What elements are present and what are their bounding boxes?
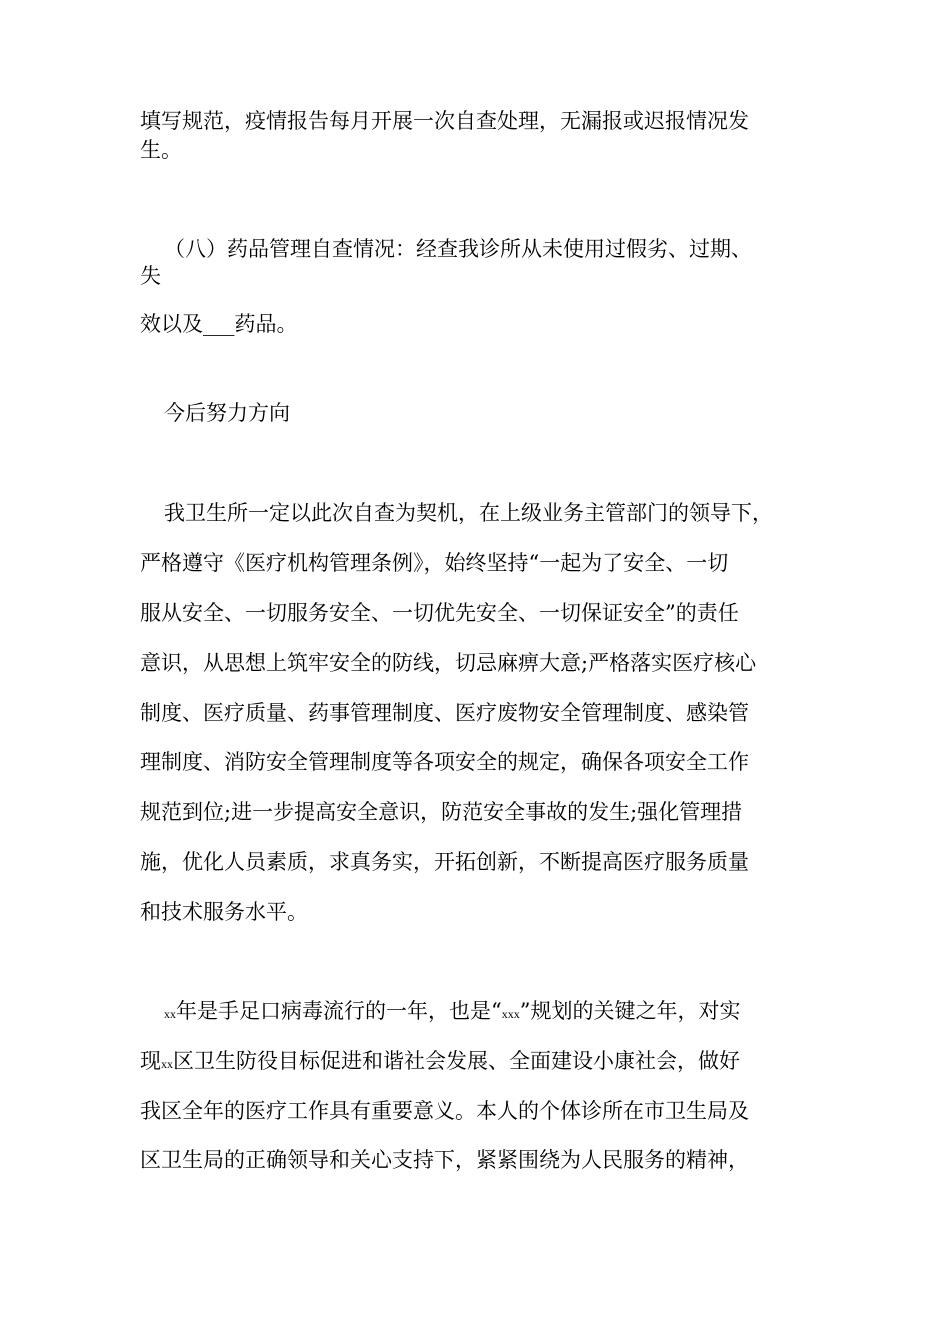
text-line: 生。 (140, 138, 182, 162)
text-line: 我卫生所一定以此次自查为契机，在上级业务主管部门的领导下， (164, 501, 773, 525)
text-line: 区卫生局的正确领导和关心支持下，紧紧围绕为人民服务的精神， (140, 1148, 749, 1172)
text-line: 和技术服务水平。 (140, 900, 308, 924)
section-heading-drug-management: （八）药品管理自查情况：经查我诊所从未使用过假劣、过期、 (164, 237, 752, 261)
text-line: 规范到位;进一步提高安全意识，防范安全事故的发生;强化管理措 (140, 800, 743, 824)
text-fragment: xxx (501, 1007, 520, 1021)
text-line: 严格遵守《医疗机构管理条例》，始终坚持“一起为了安全、一切 (140, 551, 729, 575)
text-line: 施，优化人员素质，求真务实，开拓创新，不断提高医疗服务质量 (140, 850, 749, 874)
text-fragment: ”规划的关键之年，对实 (519, 999, 741, 1023)
text-line: 制度、医疗质量、药事管理制度、医疗废物安全管理制度、感染管 (140, 701, 749, 725)
text-line: 意识，从思想上筑牢安全的防线，切忌麻痹大意;严格落实医疗核心 (140, 651, 757, 675)
text-fragment: xx (161, 1057, 173, 1071)
text-fragment: 现 (140, 1049, 161, 1073)
text-fragment: 区卫生防役目标促进和谐社会发展、全面建设小康社会，做好 (173, 1049, 740, 1073)
text-line (164, 997, 741, 1028)
text-line: 填写规范，疫情报告每月开展一次自查处理，无漏报或迟报情况发 (140, 109, 749, 133)
text-fragment: xx (164, 1007, 176, 1021)
section-heading-future-direction: 今后努力方向 (164, 401, 290, 425)
text-line: 服从安全、一切服务安全、一切优先安全、一切保证安全”的责任 (140, 601, 739, 625)
text-line: 失 (140, 264, 161, 288)
text-line: 我区全年的医疗工作具有重要意义。本人的个体诊所在市卫生局及 (140, 1099, 749, 1123)
text-line: 理制度、消防安全管理制度等各项安全的规定，确保各项安全工作 (140, 750, 749, 774)
text-fragment: 年是手足口病毒流行的一年，也是“ (176, 999, 502, 1023)
text-line (140, 1047, 740, 1078)
text-line: 效以及___药品。 (140, 312, 298, 336)
